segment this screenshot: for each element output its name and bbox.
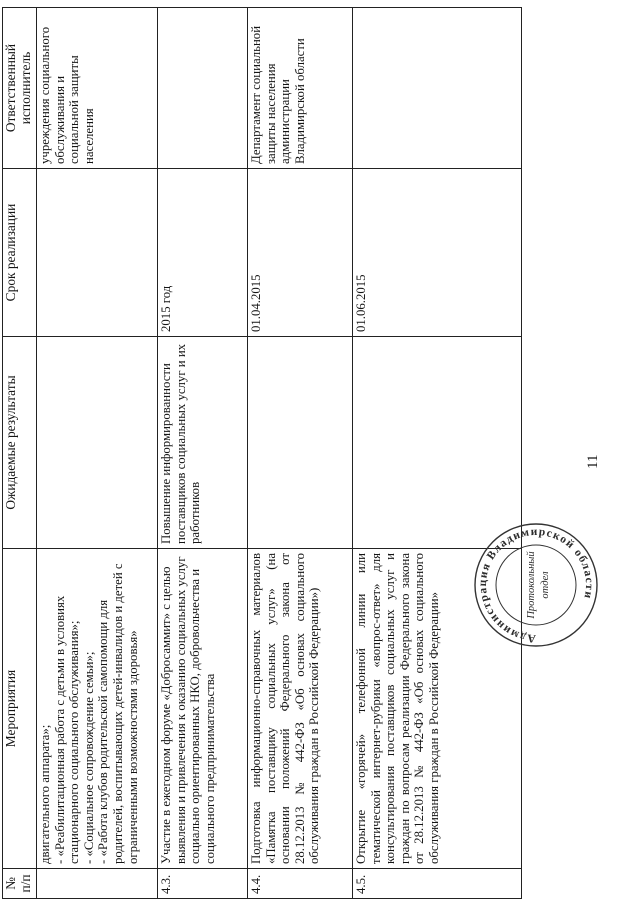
row-date: 2015 год — [158, 169, 248, 337]
row-event: Открытие «горячей» телефонной линии или тематической интернет-рубрики «вопрос-ответ» для консультирования поставщиков социальных услуг и граждан по вопросам реализации Федерального закона от 28.12.2013 № 442-ФЗ «Об основах социального обслуживания граждан в Российской Федерации» — [353, 549, 522, 869]
header-date: Срок реализации — [3, 169, 37, 337]
row-executor — [353, 8, 522, 169]
row-executor: Департамент социальной защиты населения администрации Владимирской области — [248, 8, 353, 169]
row-executor — [158, 8, 248, 169]
page-number: 11 — [585, 454, 601, 469]
row-result: Повышение информированности поставщиков социальных услуг и их работников — [158, 337, 248, 549]
row-event: Подготовка информационно-справочных материалов «Памятка поставщику социальных услуг» (на основании положений Федерального закона от 28.12.2013 № 442-ФЗ «Об основах социального обслуживания граждан в Российской Федерации») — [248, 549, 353, 869]
event-line: - «Реабилитационная работа с детьми в условиях стационарного социального обслуживания»; — [52, 595, 82, 864]
stamp-ring-text: Администрация Владимирской области — [476, 525, 596, 645]
row-result — [37, 337, 158, 549]
table-row — [37, 8, 158, 899]
table-row — [158, 8, 248, 899]
row-date: 01.06.2015 — [353, 169, 522, 337]
table-header-row — [3, 8, 37, 899]
header-executor: Ответственный исполнитель — [3, 8, 37, 169]
event-line: двигательного аппарата»; — [38, 724, 52, 864]
events-table — [2, 7, 522, 899]
stamp-center-line2: отдел — [540, 571, 551, 599]
row-date — [37, 169, 158, 337]
header-event: Мероприятия — [3, 549, 37, 869]
row-result — [353, 337, 522, 549]
event-line: - «Социальное сопровождение семьи»; — [81, 651, 96, 864]
header-num: № п/п — [3, 869, 37, 899]
row-executor: учреждения социального обслуживания и социальной защиты населения — [37, 8, 158, 169]
row-number: 4.5. — [353, 869, 522, 899]
stamp-center-line1: Протокольный — [526, 551, 537, 619]
table-row — [248, 8, 353, 899]
row-event — [37, 549, 158, 869]
header-result: Ожидаемые результаты — [3, 337, 37, 549]
row-number — [37, 869, 158, 899]
row-date: 01.04.2015 — [248, 169, 353, 337]
row-number: 4.4. — [248, 869, 353, 899]
row-number: 4.3. — [158, 869, 248, 899]
event-line: - «Работа клубов родительской самопомощи для родителей, воспитывающих детей-инвалидов и детей с ограниченными возможностями здоровья» — [96, 563, 140, 864]
table-row — [353, 8, 522, 899]
row-event: Участие в ежегодном форуме «Добросаммит» с целью выявления и привлечения к оказанию социальных услуг социально ориентированных НКО, добровольчества и социального предпринимательства — [158, 549, 248, 869]
row-result — [248, 337, 353, 549]
